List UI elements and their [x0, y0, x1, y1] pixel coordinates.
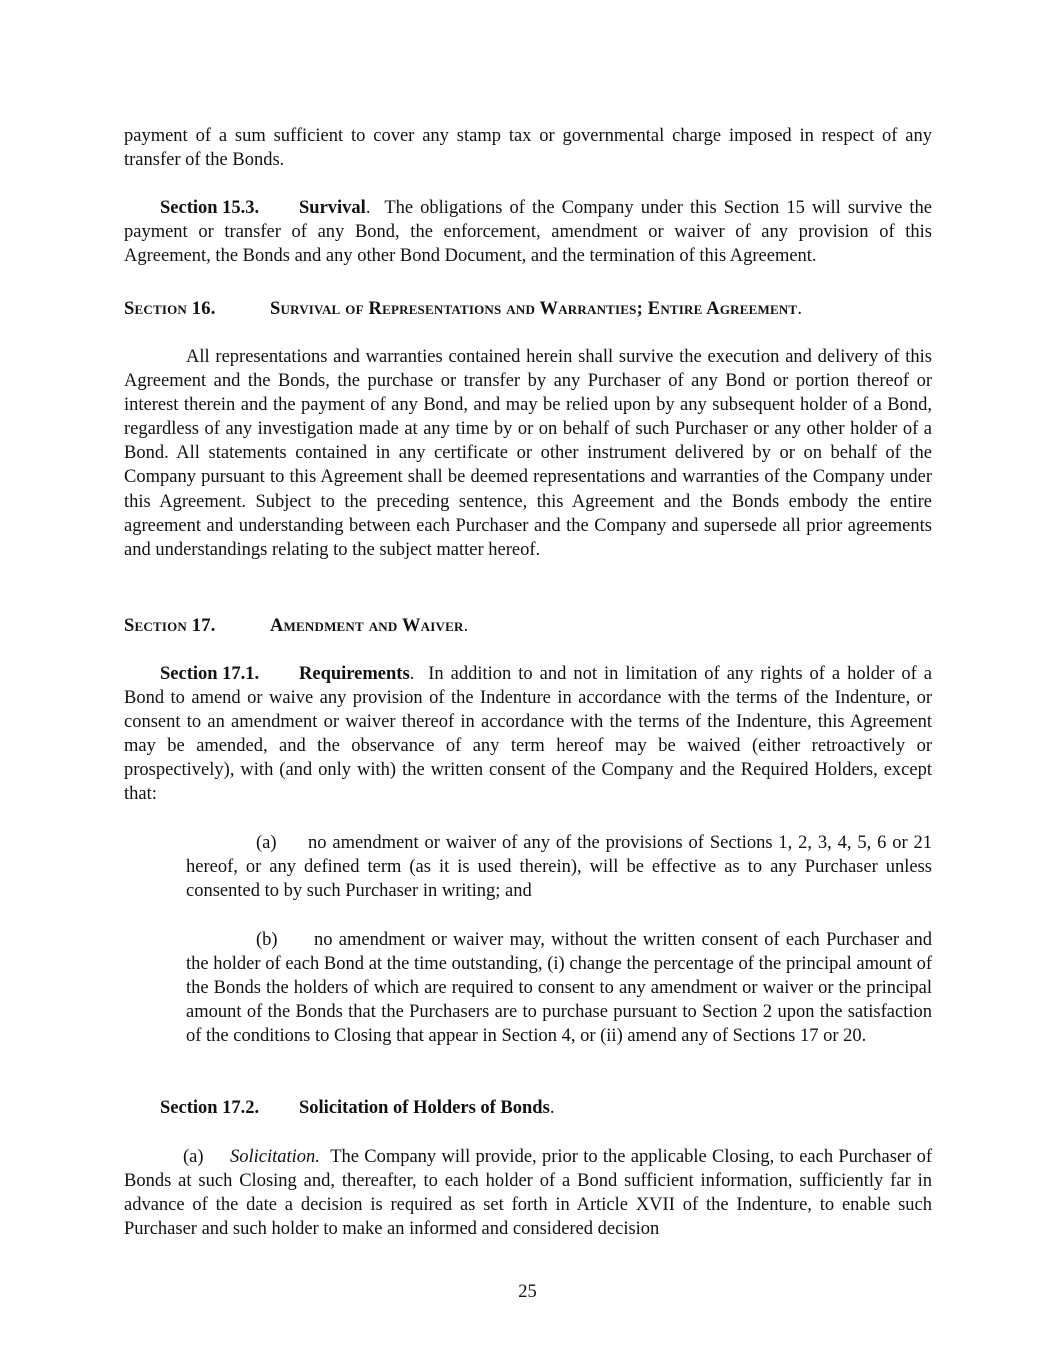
list-item-b: [186, 928, 932, 1048]
continuation-paragraph: [124, 124, 932, 172]
section-17-2-title: Solicitation of Holders of Bonds: [299, 1098, 550, 1118]
section-16-heading: Section 16. Survival of Representations and Warranties; Entire Agreement.: [124, 297, 932, 321]
section-17-2-heading: Section 17.2. Solicitation of Holders of Bonds.: [124, 1096, 932, 1120]
section-15-3-body: The obligations of the Company under this Section 15 will survive the payment or transfer of any Bond, the enforcement, amendment or waiver of any provision of this Agreement, the Bonds and any other Bond Document, and the termination of this Agreement.: [124, 198, 932, 267]
section-17-1-body: In addition to and not in limitation of any rights of a holder of a Bond to amend or waive any provision of the Indenture in accordance with the terms of the Indenture, or consent to an amendment or waiver thereof in accordance with the terms of the Indenture, this Agreement may be amended, and the observance of any term hereof may be waived (either retroactively or prospectively), with (and only with) the written consent of the Company and the Required Holders, except that:: [124, 664, 932, 805]
section-17-2-a-body: The Company will provide, prior to the applicable Closing, to each Purchaser of Bonds at such Closing and, thereafter, to each holder of a Bond sufficient information, sufficiently far in advance of the date a decision is required as set forth in Article XVII of the Indenture, to enable such Purchaser and such holder to make an informed and considered decision: [124, 1147, 933, 1240]
section-17-2-a-title: Solicitation.: [230, 1147, 320, 1167]
section-17-number: Section 17.: [124, 616, 216, 636]
section-17-2-number: Section 17.2.: [160, 1098, 260, 1118]
section-15-3-paragraph: Section 15.3. Survival. The obligations of the Company under this Section 15 will survive the payment or transfer of any Bond, the enforcement, amendment or waiver of any provision of this Agreement, the Bonds and any other Bond Document, and the termination of this Agreement.: [124, 198, 932, 267]
section-15-3-title: Survival: [299, 198, 366, 218]
section-17-heading: Section 17. Amendment and Waiver.: [124, 614, 932, 638]
section-17-2-a-paragraph: [124, 1145, 932, 1241]
list-item-a: [186, 831, 932, 903]
continuation-text: payment of a sum sufficient to cover any stamp tax or governmental charge imposed in respect of any transfer of the Bonds.: [124, 126, 932, 171]
section-16-title: Survival of Representations and Warranties; Entire Agreement: [270, 299, 798, 319]
section-16-body: All representations and warranties contained herein shall survive the execution and delivery of this Agreement and the Bonds, the purchase or transfer by any Purchaser of any Bond or portion thereof or interest therein and the payment of any Bond, and may be relied upon by any subsequent holder of a Bond, regardless of any investigation made at any time by or on behalf of such Purchaser or any other holder of a Bond. All statements contained in any certificate or other instrument delivered by or on behalf of the Company pursuant to this Agreement shall be deemed representations and warranties of the Company under this Agreement. Subject to the preceding sentence, this Agreement and the Bonds embody the entire agreement and understanding between each Purchaser and the Company and supersede all prior agreements and understandings relating to the subject matter hereof.: [124, 347, 932, 560]
section-17-1-paragraph: Section 17.1. Requirements. In addition to and not in limitation of any rights of a holder of a Bond to amend or waive any provision of the Indenture in accordance with the terms of the Indenture, or consent to an amendment or waiver thereof in accordance with the terms of the Indenture, this Agreement may be amended, and the observance of any term hereof may be waived (either retroactively or prospectively), with (and only with) the written consent of the Company and the Required Holders, except that:: [124, 664, 932, 805]
section-17-2-a-label: (a): [183, 1147, 204, 1167]
list-item-b-label: (b): [256, 930, 278, 950]
section-16-paragraph: [124, 345, 932, 562]
list-item-b-text: no amendment or waiver may, without the written consent of each Purchaser and the holder of each Bond at the time outstanding, (i) change the percentage of the principal amount of the Bonds the holders of which are required to consent to any amendment or waiver or the principal amount of the Bonds that the Purchasers are to purchase pursuant to Section 2 upon the satisfaction of the conditions to Closing that appear in Section 4, or (ii) amend any of Sections 17 or 20.: [186, 930, 932, 1047]
section-16-number: Section 16.: [124, 299, 216, 319]
section-17-1-title: Requirements: [299, 664, 410, 684]
section-17-1-number: Section 17.1.: [160, 664, 260, 684]
list-item-a-text: no amendment or waiver of any of the provisions of Sections 1, 2, 3, 4, 5, 6 or 21 hereof, or any defined term (as it is used therein), will be effective as to any Purchaser unless consented to by such Purchaser in writing; and: [186, 833, 932, 902]
list-item-a-label: (a): [256, 833, 277, 853]
section-17-title: Amendment and Waiver: [270, 616, 464, 636]
page-number: 25: [518, 1282, 537, 1302]
section-15-3-number: Section 15.3.: [160, 198, 260, 218]
